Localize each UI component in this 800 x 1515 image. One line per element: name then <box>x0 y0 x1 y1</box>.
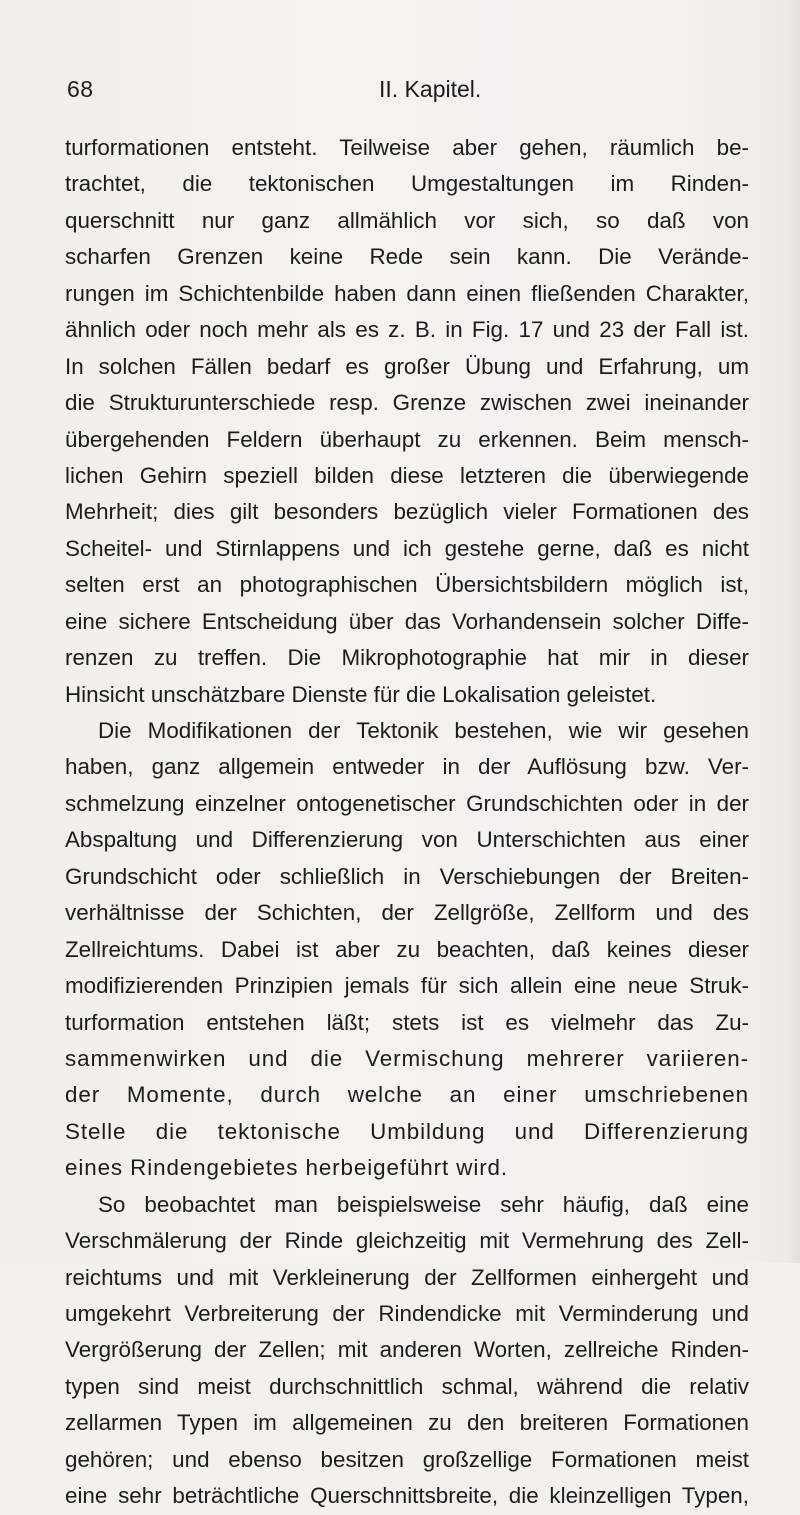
text-line: renzen zu treffen. Die Mikrophotographie hat mir in dieser <box>65 645 749 671</box>
text-line: turformationen entsteht. Teilweise aber gehen, räumlich be- <box>65 135 749 160</box>
text-line: übergehenden Feldern überhaupt zu erkennen. Beim mensch- <box>65 426 749 452</box>
text-line: die Strukturunterschiede resp. Grenze zwischen zwei ineinander <box>65 390 749 416</box>
text-line: Abspaltung und Differenzierung von Unterschichten aus einer <box>65 827 749 853</box>
text-line: In solchen Fällen bedarf es großer Übung und Erfahrung, um <box>65 353 749 379</box>
running-head: II. Kapitel. <box>379 76 482 102</box>
text-line: Verschmälerung der Rinde gleichzeitig mit Vermehrung des Zell- <box>65 1228 749 1254</box>
text-line: typen sind meist durchschnittlich schmal, während die relativ <box>65 1373 749 1399</box>
text-line: Stelle die tektonische Umbildung und Differenzierung <box>65 1118 749 1144</box>
text-line: eines Rindengebietes herbeigeführt wird. <box>65 1155 509 1181</box>
page-edge-shadow <box>786 0 800 1263</box>
text-line: reichtums und mit Verkleinerung der Zellformen einhergeht und <box>65 1264 749 1290</box>
text-line: rungen im Schichtenbilde haben dann einen fließenden Charakter, <box>65 280 749 306</box>
text-line: lichen Gehirn speziell bilden diese letzteren die überwiegende <box>65 462 749 488</box>
text-line: Hinsicht unschätzbare Dienste für die Lokalisation geleistet. <box>65 681 657 707</box>
text-line: querschnitt nur ganz allmählich vor sich, so daß von <box>65 207 749 233</box>
body-text <box>65 130 749 1515</box>
text-line: sammenwirken und die Vermischung mehrerer variieren- <box>65 1045 749 1071</box>
text-line: Mehrheit; dies gilt besonders bezüglich vieler Formationen des <box>65 499 749 525</box>
text-line: haben, ganz allgemein entweder in der Auflösung bzw. Ver- <box>65 754 749 780</box>
text-line: der Momente, durch welche an einer umschriebenen <box>65 1082 749 1108</box>
text-line: scharfen Grenzen keine Rede sein kann. Die Verände- <box>65 244 749 270</box>
text-line: schmelzung einzelner ontogenetischer Grundschichten oder in der <box>65 790 749 816</box>
text-line: gehören; und ebenso besitzen großzellige Formationen meist <box>65 1446 749 1472</box>
text-line: verhältnisse der Schichten, der Zellgröße, Zellform und des <box>65 900 749 926</box>
text-line: trachtet, die tektonischen Umgestaltungen im Rinden- <box>65 171 749 197</box>
text-line: modifizierenden Prinzipien jemals für sich allein eine neue Struk- <box>65 973 749 999</box>
text-line: Vergrößerung der Zellen; mit anderen Worten, zellreiche Rinden- <box>65 1337 749 1363</box>
text-line: turformation entstehen läßt; stets ist es vielmehr das Zu- <box>65 1009 749 1035</box>
text-line: selten erst an photographischen Übersichtsbildern möglich ist, <box>65 572 749 598</box>
text-line: Zellreichtums. Dabei ist aber zu beachten, daß keines dieser <box>65 936 749 962</box>
text-line: Grundschicht oder schließlich in Verschiebungen der Breiten- <box>65 863 749 889</box>
text-line: Scheitel- und Stirnlappens und ich gestehe gerne, daß es nicht <box>65 535 749 561</box>
text-line: ähnlich oder noch mehr als es z. B. in Fig. 17 und 23 der Fall ist. <box>65 317 749 343</box>
page-number: 68 <box>67 76 94 102</box>
page-header <box>0 76 800 106</box>
text-line: So beobachtet man beispielsweise sehr häufig, daß eine <box>98 1191 749 1217</box>
text-line: eine sehr beträchtliche Querschnittsbreite, die kleinzelligen Typen, <box>65 1483 749 1509</box>
text-line: zellarmen Typen im allgemeinen zu den breiteren Formationen <box>65 1410 749 1436</box>
text-line: Die Modifikationen der Tektonik bestehen, wie wir gesehen <box>98 718 749 743</box>
text-line: eine sichere Entscheidung über das Vorhandensein solcher Diffe- <box>65 608 749 634</box>
text-line: umgekehrt Verbreiterung der Rindendicke mit Verminderung und <box>65 1301 749 1326</box>
